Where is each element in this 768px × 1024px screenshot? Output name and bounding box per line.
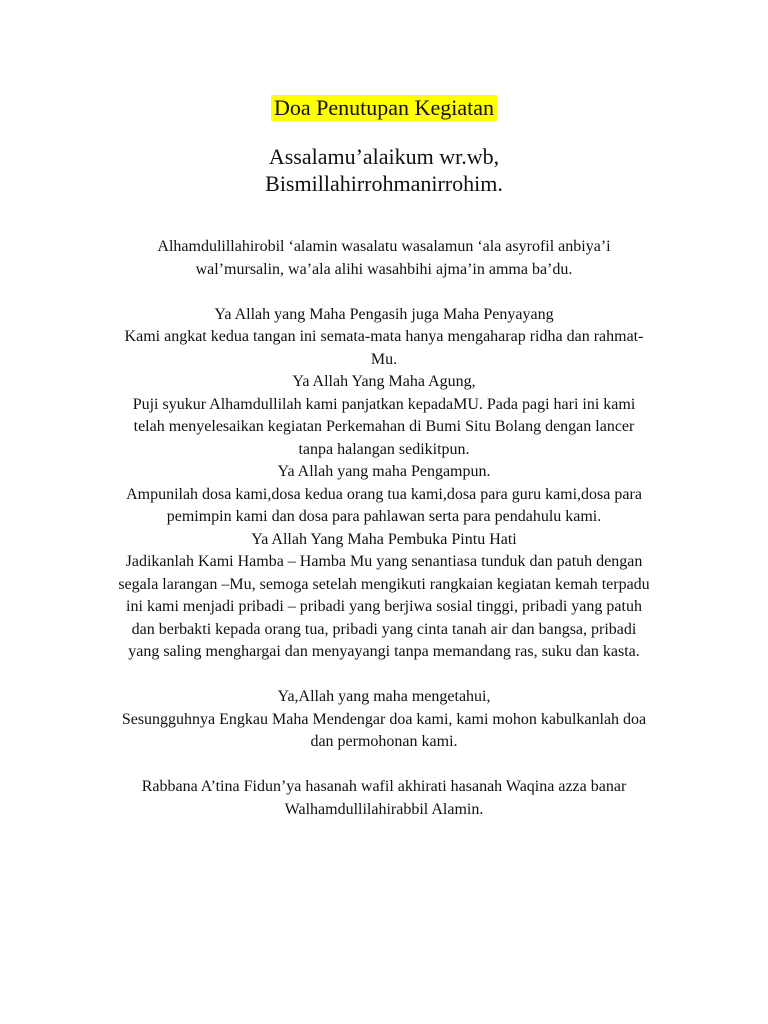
greeting-line: Assalamu’alaikum wr.wb, bbox=[268, 144, 500, 169]
text-line: tanpa halangan sedikitpun. bbox=[298, 440, 470, 458]
greeting-block bbox=[0, 143, 768, 197]
paragraph-final bbox=[90, 776, 678, 821]
text-line: yang saling menghargai dan menyayangi tanpa memandang ras, suku dan kasta. bbox=[128, 643, 640, 660]
text-line: Ya,Allah yang maha mengetahui, bbox=[277, 688, 491, 705]
document-title: Doa Penutupan Kegiatan bbox=[271, 95, 497, 121]
title-container bbox=[0, 95, 768, 121]
text-line: segala larangan –Mu, semoga setelah mengikuti rangkaian kegiatan kemah terpadu bbox=[118, 575, 650, 593]
text-line: Ampunilah dosa kami,dosa kedua orang tua kami,dosa para guru kami,dosa para bbox=[126, 485, 642, 503]
text-line: Ya Allah Yang Maha Pembuka Pintu Hati bbox=[251, 530, 517, 548]
paragraph-main bbox=[90, 304, 678, 664]
text-line: telah menyelesaikan kegiatan Perkemahan di Bumi Situ Bolang dengan lancer bbox=[133, 418, 635, 435]
paragraph-gap bbox=[90, 664, 678, 687]
greeting-line: Bismillahirrohmanirrohim. bbox=[265, 171, 503, 196]
text-line: Kami angkat kedua tangan ini semata-mata hanya mengaharap ridha dan rahmat- bbox=[124, 328, 644, 345]
text-line: wal’mursalin, wa’ala alihi wasahbihi ajma’in amma ba’du. bbox=[195, 260, 573, 278]
text-line: Alhamdulillahirobil ‘alamin wasalatu wasalamun ‘ala asyrofil anbiya’i bbox=[157, 238, 611, 255]
text-line: Ya Allah yang Maha Pengasih juga Maha Penyayang bbox=[214, 305, 554, 323]
text-line: Sesungguhnya Engkau Maha Mendengar doa kami, kami mohon kabulkanlah doa bbox=[121, 710, 647, 728]
text-line: Jadikanlah Kami Hamba – Hamba Mu yang senantiasa tunduk dan patuh dengan bbox=[125, 553, 643, 570]
paragraph-opening bbox=[90, 236, 678, 281]
text-line: Puji syukur Alhamdullilah kami panjatkan kepadaMU. Pada pagi hari ini kami bbox=[132, 395, 636, 413]
text-line: dan permohonan kami. bbox=[310, 733, 458, 750]
text-line: Mu. bbox=[370, 350, 398, 368]
text-line: Ya Allah yang maha Pengampun. bbox=[277, 463, 491, 480]
paragraph-closing-request bbox=[90, 686, 678, 754]
text-line: Rabbana A’tina Fidun’ya hasanah wafil akhirati hasanah Waqina azza banar bbox=[141, 778, 627, 795]
text-line: dan berbakti kepada orang tua, pribadi yang cinta tanah air dan bangsa, pribadi bbox=[131, 620, 637, 638]
paragraph-gap bbox=[90, 281, 678, 304]
text-line: ini kami menjadi pribadi – pribadi yang berjiwa sosial tinggi, pribadi yang patuh bbox=[126, 598, 642, 615]
text-line: Walhamdullilahirabbil Alamin. bbox=[284, 800, 484, 818]
prayer-body bbox=[90, 236, 678, 821]
text-line: Ya Allah Yang Maha Agung, bbox=[292, 373, 476, 390]
paragraph-gap bbox=[90, 754, 678, 777]
text-line: pemimpin kami dan dosa para pahlawan serta para pendahulu kami. bbox=[166, 508, 602, 525]
